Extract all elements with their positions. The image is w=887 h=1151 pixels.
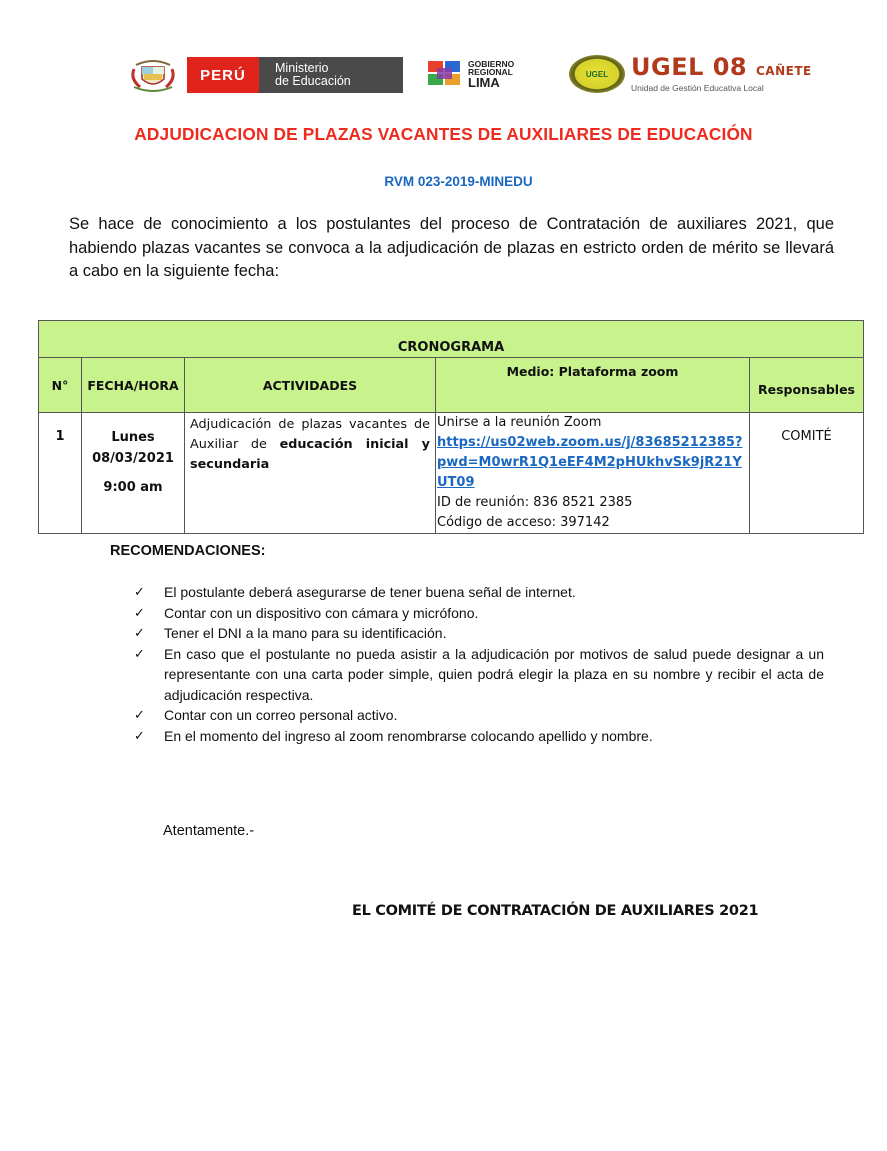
check-icon: ✓ xyxy=(134,645,145,661)
medio-meeting-id: ID de reunión: 836 8521 2385 xyxy=(437,495,633,510)
medio-join-text: Unirse a la reunión Zoom xyxy=(437,415,602,430)
intro-paragraph: Se hace de conocimiento a los postulantes del proceso de Contratación de auxiliares 2021, que habiendo plazas vacantes se convoca a la adjudicación de plazas en estricto orden de mérito se llevará a cabo en la siguiente fecha: xyxy=(69,215,834,280)
header-actividades: ACTIVIDADES xyxy=(185,358,436,413)
actividad-bold: educación inicial y secundaria xyxy=(190,437,430,472)
gore-line3: LIMA xyxy=(468,74,500,90)
table-row xyxy=(39,413,864,534)
recommendation-text: En el momento del ingreso al zoom renombrarse colocando apellido y nombre. xyxy=(164,727,653,744)
cronograma-table xyxy=(38,320,864,534)
gobierno-regional-lima-logo xyxy=(428,58,538,90)
recommendation-text: Contar con un dispositivo con cámara y micrófono. xyxy=(164,604,479,621)
list-item xyxy=(134,726,824,747)
cronograma-title: CRONOGRAMA xyxy=(39,321,864,358)
gore-line2: REGIONAL xyxy=(468,67,513,77)
cell-num: 1 xyxy=(39,413,82,534)
recommendation-text: En caso que el postulante no pueda asistir a la adjudicación por motivos de salud puede designar a un representante con una carta poder simple, quien podrá elegir la plaza en su nombre y recibir el acta de adjudicación respectiva. xyxy=(164,645,824,703)
list-item xyxy=(134,603,824,624)
ugel-main-text: UGEL 08 xyxy=(631,53,748,81)
cell-responsable: COMITÉ xyxy=(750,413,864,534)
recommendation-text: Contar con un correo personal activo. xyxy=(164,707,398,723)
list-item xyxy=(134,705,824,726)
table-header-row xyxy=(39,358,864,413)
peru-coat-of-arms-icon xyxy=(128,57,178,93)
recommendations-heading: RECOMENDACIONES: xyxy=(110,543,266,559)
actividad-text: Adjudicación de plazas vacantes de Auxiliar de xyxy=(190,417,430,452)
ugel-sub-text: Unidad de Gestión Educativa Local xyxy=(631,83,764,93)
ugel-logo xyxy=(569,52,819,96)
recommendation-text: Tener el DNI a la mano para su identificación. xyxy=(164,625,447,641)
cell-medio xyxy=(436,413,750,534)
fecha-day: Lunes xyxy=(111,430,155,445)
header-num: N° xyxy=(39,358,82,413)
list-item xyxy=(134,623,824,644)
check-icon: ✓ xyxy=(134,727,145,743)
cell-actividad xyxy=(185,413,436,534)
zoom-meeting-link[interactable]: https://us02web.zoom.us/j/83685212385?pwd=M0wrR1Q1eEF4M2pHUkhvSk9jR21YUT09 xyxy=(437,435,743,490)
rvm-reference: RVM 023-2019-MINEDU xyxy=(384,174,533,189)
gore-line1: GOBIERNO xyxy=(468,58,515,69)
recommendations-list xyxy=(134,582,824,746)
peru-logo-text: PERÚ xyxy=(200,66,246,84)
peru-logo xyxy=(187,57,259,93)
header-medio: Medio: Plataforma zoom xyxy=(436,358,750,413)
list-item xyxy=(134,582,824,603)
minedu-logo xyxy=(259,57,403,93)
cell-fecha xyxy=(82,413,185,534)
check-icon: ✓ xyxy=(134,604,145,620)
check-icon: ✓ xyxy=(134,625,145,640)
fecha-date: 08/03/2021 xyxy=(92,451,174,466)
document-title: ADJUDICACION DE PLAZAS VACANTES DE AUXILIARES DE EDUCACIÓN xyxy=(134,124,753,144)
check-icon: ✓ xyxy=(134,707,145,722)
ugel-seal-icon xyxy=(569,55,625,93)
minedu-logo-line1: Ministerio xyxy=(275,61,329,75)
closing-text: Atentamente.- xyxy=(163,823,255,839)
signature: EL COMITÉ DE CONTRATACIÓN DE AUXILIARES 2021 xyxy=(352,903,759,919)
recommendation-text: El postulante deberá asegurarse de tener buena señal de internet. xyxy=(164,584,576,600)
ugel-city-text: CAÑETE xyxy=(756,64,812,78)
fecha-time: 9:00 am xyxy=(103,480,163,495)
medio-access-code: Código de acceso: 397142 xyxy=(437,515,610,530)
header-responsables: Responsables xyxy=(750,358,864,413)
check-icon: ✓ xyxy=(134,584,145,599)
list-item xyxy=(134,644,824,706)
gore-blocks-icon xyxy=(428,61,462,87)
header-fecha: FECHA/HORA xyxy=(82,358,185,413)
ugel-seal-text: UGEL xyxy=(585,69,609,79)
minedu-logo-line2: de Educación xyxy=(275,74,351,88)
